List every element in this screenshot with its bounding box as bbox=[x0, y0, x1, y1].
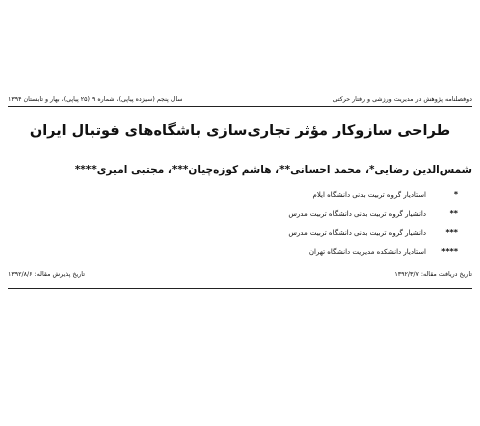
affiliation-text: استادیار دانشکده مدیریت دانشگاه تهران bbox=[308, 247, 426, 256]
affiliation-text: استادیار گروه تربیت بدنی دانشگاه ایلام bbox=[312, 190, 426, 199]
affiliation-item bbox=[18, 185, 458, 204]
article-dates bbox=[8, 271, 472, 278]
accepted-date: تاریخ پذیرش مقاله: ۱۳۹۲/۸/۶ bbox=[8, 271, 85, 278]
journal-name: دوفصلنامه پژوهش در مدیریت ورزشی و رفتار حرکتی bbox=[332, 96, 472, 103]
affiliation-text: دانشیار گروه تربیت بدنی دانشگاه تربیت مدرس bbox=[288, 209, 426, 218]
issue-info: سال پنجم (سیزده پیاپی)، شماره ۹ (۲۵ پیاپی)، بهار و تابستان ۱۳۹۴ bbox=[8, 96, 183, 103]
affiliation-item bbox=[18, 204, 458, 223]
affiliation-text: دانشیار گروه تربیت بدنی دانشگاه تربیت مدرس bbox=[288, 228, 426, 237]
affiliation-mark: *** bbox=[445, 228, 458, 237]
author-list: شمس‌الدین رضایی*، محمد احسانی**، هاشم کوزه‌چیان***، مجتبی امیری**** bbox=[74, 164, 472, 176]
footer-rule bbox=[8, 288, 472, 289]
running-header bbox=[8, 96, 472, 103]
paper-title: طراحی سازوکار مؤثر تجاری‌سازی باشگاه‌های فوتبال ایران bbox=[29, 123, 451, 139]
affiliation-mark: ** bbox=[449, 209, 458, 218]
affiliation-list bbox=[18, 185, 458, 261]
affiliation-item bbox=[18, 223, 458, 242]
header-rule bbox=[8, 106, 472, 107]
received-date: تاریخ دریافت مقاله: ۱۳۹۲/۳/۷ bbox=[394, 271, 472, 278]
affiliation-item bbox=[18, 242, 458, 261]
affiliation-mark: * bbox=[453, 190, 458, 199]
affiliation-mark: **** bbox=[441, 247, 458, 256]
